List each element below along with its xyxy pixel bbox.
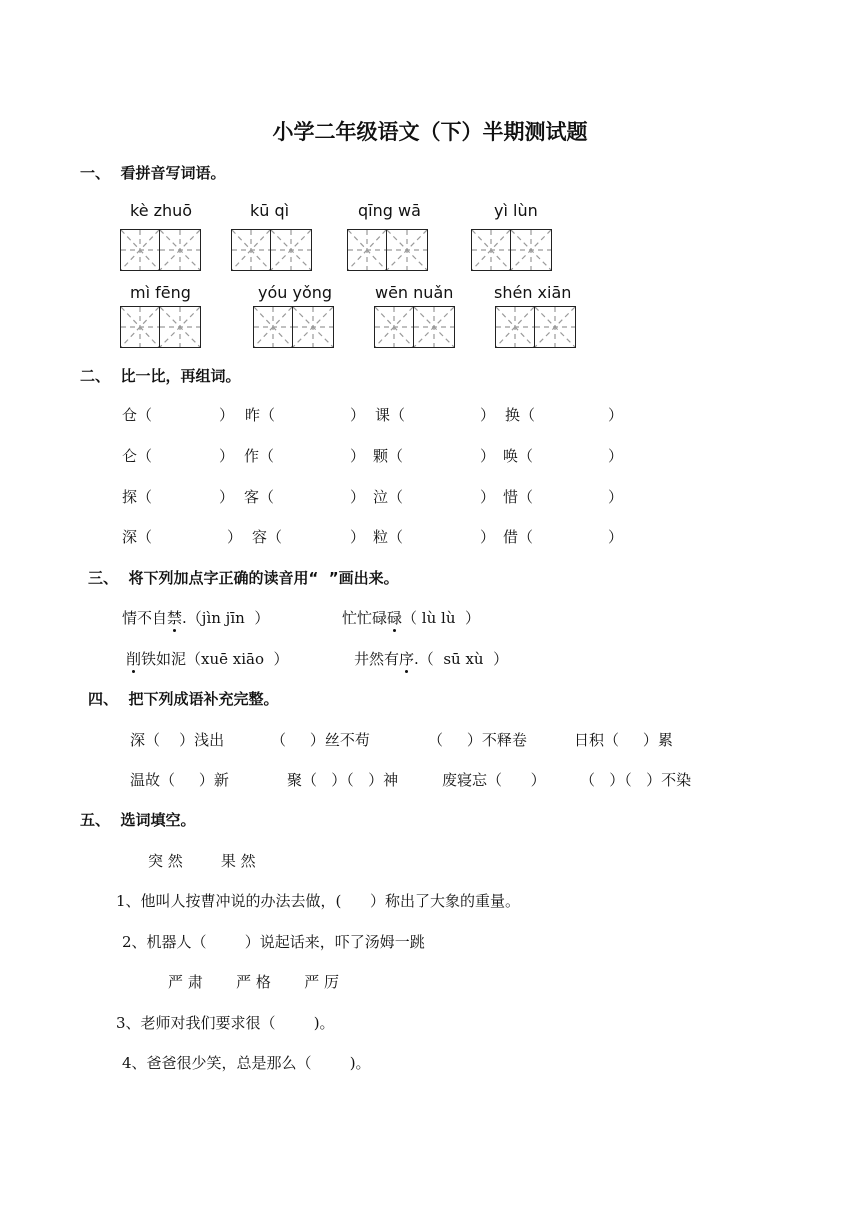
section-2-heading: 二、 比一比，再组词。 xyxy=(80,367,241,385)
compare-item: 仑（ xyxy=(122,447,153,465)
grid-guide-lines xyxy=(160,230,200,270)
grid-guide-lines xyxy=(254,307,292,347)
grid-guide-lines xyxy=(293,307,333,347)
compare-item: ） xyxy=(480,406,496,424)
writing-grid[interactable] xyxy=(120,229,201,271)
pronunciation-item xyxy=(122,607,269,628)
grid-cell[interactable] xyxy=(347,229,387,271)
compare-item: ） xyxy=(350,406,366,424)
compare-item: 客（ xyxy=(244,488,275,506)
compare-item: ） xyxy=(350,488,366,506)
compare-item: 颗（ xyxy=(373,447,404,465)
reading-options[interactable]: 铁如泥（xuē xiāo ） xyxy=(141,650,289,668)
compare-item: ） xyxy=(480,488,496,506)
grid-cell[interactable] xyxy=(387,229,428,271)
idiom-item[interactable]: （ ）丝不苟 xyxy=(271,731,370,749)
grid-cell[interactable] xyxy=(495,306,535,348)
compare-item: 粒（ xyxy=(373,528,404,546)
grid-guide-lines xyxy=(387,230,427,270)
pinyin-label: yóu yǒng xyxy=(258,283,333,302)
compare-item: 仓（ xyxy=(122,406,153,424)
compare-item: ） xyxy=(608,528,624,546)
grid-cell[interactable] xyxy=(160,306,201,348)
pinyin-label: shén xiān xyxy=(494,283,572,302)
compare-item: ） xyxy=(219,488,235,506)
pinyin-label: wēn nuǎn xyxy=(375,283,454,302)
compare-item: ） xyxy=(227,528,243,546)
grid-guide-lines xyxy=(121,307,159,347)
page-title: 小学二年级语文（下）半期测试题 xyxy=(272,120,588,144)
grid-guide-lines xyxy=(232,230,270,270)
grid-cell[interactable] xyxy=(120,306,160,348)
word-choices: 严 肃 严 格 严 厉 xyxy=(168,973,340,991)
grid-cell[interactable] xyxy=(535,306,576,348)
compare-item: ） xyxy=(219,406,235,424)
writing-grid[interactable] xyxy=(253,306,334,348)
grid-cell[interactable] xyxy=(253,306,293,348)
idiom-item[interactable]: 温故（ ）新 xyxy=(130,771,229,789)
compare-item: 唤（ xyxy=(503,447,534,465)
section-4-heading: 四、 把下列成语补充完整。 xyxy=(88,690,279,708)
compare-item: ） xyxy=(608,488,624,506)
word-choices: 突 然 果 然 xyxy=(148,852,256,870)
dotted-char: 禁 xyxy=(167,609,183,627)
idiom-item[interactable]: 日积（ ）累 xyxy=(574,731,673,749)
compare-item: 借（ xyxy=(503,528,534,546)
compare-item: 惜（ xyxy=(503,488,534,506)
grid-cell[interactable] xyxy=(293,306,334,348)
grid-guide-lines xyxy=(348,230,386,270)
writing-grid[interactable] xyxy=(495,306,576,348)
compare-item: ） xyxy=(350,528,366,546)
grid-cell[interactable] xyxy=(471,229,511,271)
grid-cell[interactable] xyxy=(271,229,312,271)
compare-item: 容（ xyxy=(252,528,283,546)
grid-guide-lines xyxy=(160,307,200,347)
compare-item: 课（ xyxy=(375,406,406,424)
question-1[interactable]: 1、他叫人按曹冲说的办法去做，( ）称出了大象的重量。 xyxy=(116,892,521,910)
compare-item: ） xyxy=(350,447,366,465)
writing-grid[interactable] xyxy=(231,229,312,271)
pronunciation-item xyxy=(342,607,480,628)
grid-cell[interactable] xyxy=(511,229,552,271)
item-text: 井然有 xyxy=(354,650,400,668)
compare-item: ） xyxy=(480,447,496,465)
reading-options[interactable]: （ lù lù ） xyxy=(402,609,481,627)
compare-item: 换（ xyxy=(505,406,536,424)
compare-item: ） xyxy=(480,528,496,546)
idiom-item[interactable]: （ ）不释卷 xyxy=(428,731,527,749)
compare-item: ） xyxy=(219,447,235,465)
pinyin-label: mì fēng xyxy=(130,283,191,302)
section-5-heading: 五、 选词填空。 xyxy=(80,811,196,829)
grid-guide-lines xyxy=(472,230,510,270)
item-text: 忙忙碌 xyxy=(342,609,388,627)
idiom-item[interactable]: 深（ ）浅出 xyxy=(130,731,225,749)
pronunciation-item xyxy=(126,648,289,669)
question-2[interactable]: 2、机器人（ ）说起话来，吓了汤姆一跳 xyxy=(122,933,425,951)
grid-cell[interactable] xyxy=(374,306,414,348)
question-3[interactable]: 3、老师对我们要求很（ )。 xyxy=(116,1014,335,1032)
writing-grid[interactable] xyxy=(120,306,201,348)
writing-grid[interactable] xyxy=(471,229,552,271)
grid-cell[interactable] xyxy=(231,229,271,271)
dotted-char: 削 xyxy=(126,650,142,668)
writing-grid[interactable] xyxy=(374,306,455,348)
pinyin-label: kè zhuō xyxy=(130,201,193,220)
idiom-item[interactable]: （ ）（ ）不染 xyxy=(580,771,692,789)
grid-guide-lines xyxy=(121,230,159,270)
grid-guide-lines xyxy=(375,307,413,347)
grid-guide-lines xyxy=(511,230,551,270)
compare-item: 深（ xyxy=(122,528,153,546)
writing-grid[interactable] xyxy=(347,229,428,271)
grid-cell[interactable] xyxy=(120,229,160,271)
idiom-item[interactable]: 废寝忘（ ） xyxy=(442,771,546,789)
pinyin-label: yì lùn xyxy=(494,201,538,220)
pronunciation-item xyxy=(354,648,508,669)
idiom-item[interactable]: 聚（ ）（ ）神 xyxy=(287,771,399,789)
grid-cell[interactable] xyxy=(160,229,201,271)
item-text: 情不自 xyxy=(122,609,168,627)
section-1-heading: 一、 看拼音写词语。 xyxy=(80,164,226,182)
compare-item: 探（ xyxy=(122,488,153,506)
compare-item: ） xyxy=(608,406,624,424)
reading-options[interactable]: .（ sū xù ） xyxy=(414,650,509,668)
grid-guide-lines xyxy=(271,230,311,270)
reading-options[interactable]: .（jìn jīn ） xyxy=(182,609,270,627)
grid-guide-lines xyxy=(535,307,575,347)
grid-guide-lines xyxy=(414,307,454,347)
dotted-char: 碌 xyxy=(387,609,403,627)
grid-cell[interactable] xyxy=(414,306,455,348)
dotted-char: 序 xyxy=(399,650,415,668)
compare-item: 泣（ xyxy=(373,488,404,506)
pinyin-label: qīng wā xyxy=(358,201,421,220)
section-3-heading: 三、 将下列加点字正确的读音用“ ”画出来。 xyxy=(88,569,399,587)
question-4[interactable]: 4、爸爸很少笑，总是那么（ )。 xyxy=(122,1054,371,1072)
compare-item: ） xyxy=(608,447,624,465)
pinyin-label: kū qì xyxy=(250,201,290,220)
compare-item: 作（ xyxy=(244,447,275,465)
compare-item: 昨（ xyxy=(245,406,276,424)
grid-guide-lines xyxy=(496,307,534,347)
